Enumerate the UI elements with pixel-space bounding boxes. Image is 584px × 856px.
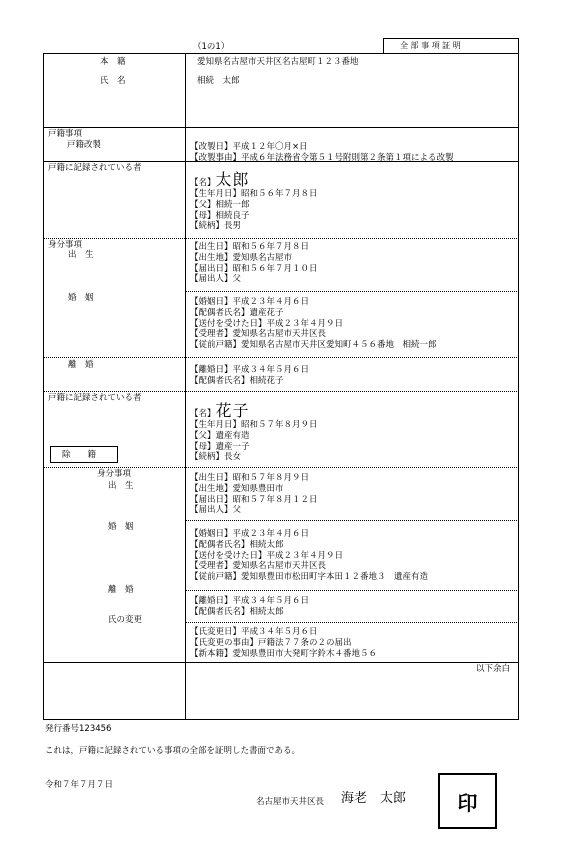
person-details [190,189,318,232]
certification-statement: これは，戸籍に記録されている事項の全部を証明した書面である。 [45,746,301,756]
name-value: 相続 太郎 [197,76,240,86]
detail-line: 【従前戸籍】愛知県豊田市松田町字本田１２番地３ 遺産有造 [190,572,429,583]
detail-line: 【送付を受けた日】平成２３年４月９日 [190,318,344,329]
name-label: 氏 名 [100,76,126,86]
detail-line: 【届出人】父 [190,274,242,285]
page-indicator: （1の1） [193,42,230,52]
divorce-label: 離 婚 [108,585,134,595]
issuing-office: 名古屋市天井区長 [256,797,325,807]
person-name-row [190,401,250,420]
person-name-row [190,170,250,189]
detail-line: 【新本籍】愛知県豊田市大発町字鈴木４番地５６ [190,648,378,659]
rule [43,127,519,128]
marriage-label: 婚 姻 [68,293,94,303]
marriage-label: 婚 姻 [108,522,134,532]
detail-line: 【配偶者氏名】相続花子 [190,375,284,386]
rule [43,238,519,239]
rule [43,357,519,358]
rule [185,622,519,623]
marriage-details [190,297,437,351]
birth-details [190,242,318,285]
detail-line: 【従前戸籍】愛知県名古屋市天井区愛知町４５６番地 相続一郎 [190,340,437,351]
issue-number: 発行番号123456 [45,724,112,734]
detail-line: 【届出日】昭和５６年７月１０日 [190,263,318,274]
official-seal: 印 [438,773,497,829]
detail-line: 【受理者】愛知県名古屋市天井区長 [190,561,327,572]
detail-line: 【生年月日】昭和５７年８月９日 [190,420,318,430]
removed-label: 除 籍 [62,450,97,460]
detail-line: 【改製事由】平成６年法務省令第５１号附則第２条第１項による改製 [190,152,454,163]
person-given-name: 太郎 [215,170,250,189]
detail-line: 【配偶者氏名】相続太郎 [190,606,284,617]
koseki-kaisei-label: 戸籍改製 [67,140,102,150]
birth-label: 出 生 [68,250,94,260]
detail-line: 【届出日】昭和５７年８月１２日 [190,494,318,505]
issue-date: 令和７年７月７日 [45,780,114,790]
person-section-label: 戸籍に記録されている者 [48,393,142,403]
end-note: 以下余白 [476,664,511,674]
official-name: 海老 太郎 [341,791,407,806]
detail-line: 【配偶者氏名】相続太郎 [190,539,284,550]
detail-line: 【婚姻日】平成２３年４月６日 [190,529,310,539]
detail-line: 【送付を受けた日】平成２３年４月９日 [190,550,344,561]
detail-line: 【氏変更の事由】戸籍法７７条の２の届出 [190,637,352,648]
detail-line: 【父】遺産有造 [190,430,250,441]
detail-line: 【出生日】昭和５７年８月９日 [190,473,310,483]
name-key: 【名】 [190,178,216,188]
detail-line: 【届出人】父 [190,505,242,516]
detail-line: 【父】相続一郎 [190,199,250,210]
name-key: 【名】 [190,409,216,419]
koseki-jiko-label: 戸籍事項 [48,129,83,139]
divorce-details [190,596,309,618]
detail-line: 【続柄】長男 [190,221,242,232]
detail-line: 【配偶者氏名】遺産花子 [190,307,284,318]
divorce-details [190,365,309,387]
detail-line: 【受理者】愛知県名古屋市天井区長 [190,329,327,340]
detail-line: 【続柄】長女 [190,452,242,463]
detail-line: 【出生地】愛知県豊田市 [190,483,284,494]
honseki-value: 愛知県名古屋市天井区名古屋町１２３番地 [197,57,359,67]
rule [185,590,519,591]
detail-line: 【出生日】昭和５６年７月８日 [190,242,310,252]
birth-label: 出 生 [108,481,134,491]
rule [185,291,519,292]
detail-line: 【出生地】愛知県名古屋市 [190,252,293,263]
rule [43,662,519,663]
person-details [190,420,318,463]
detail-line: 【母】相続良子 [190,210,250,221]
detail-line: 【改製日】平成１２年〇月×日 [190,142,308,152]
detail-line: 【母】遺産一子 [190,441,250,452]
person-section-label: 戸籍に記録されている者 [48,163,142,173]
koseki-jiko-details [190,142,454,164]
marriage-details [190,529,428,583]
mibun-jiko-label: 身分事項 [97,469,132,479]
detail-line: 【離婚日】平成３４年５月６日 [190,596,310,606]
name-change-label: 氏の変更 [108,615,143,625]
honseki-label: 本 籍 [100,57,126,67]
rule [185,520,519,521]
column-divider [185,53,186,720]
divorce-label: 離 婚 [68,360,94,370]
detail-line: 【生年月日】昭和５６年７月８日 [190,189,318,199]
birth-details [190,473,318,516]
name-change-details [190,627,377,659]
detail-line: 【婚姻日】平成２３年４月６日 [190,297,310,307]
detail-line: 【離婚日】平成３４年５月６日 [190,365,310,375]
certificate-type: 全 部 事 項 証 明 [400,41,461,50]
person-given-name: 花子 [215,401,250,420]
detail-line: 【氏変更日】平成３４年５月６日 [190,627,318,637]
mibun-jiko-label: 身分事項 [48,240,83,250]
